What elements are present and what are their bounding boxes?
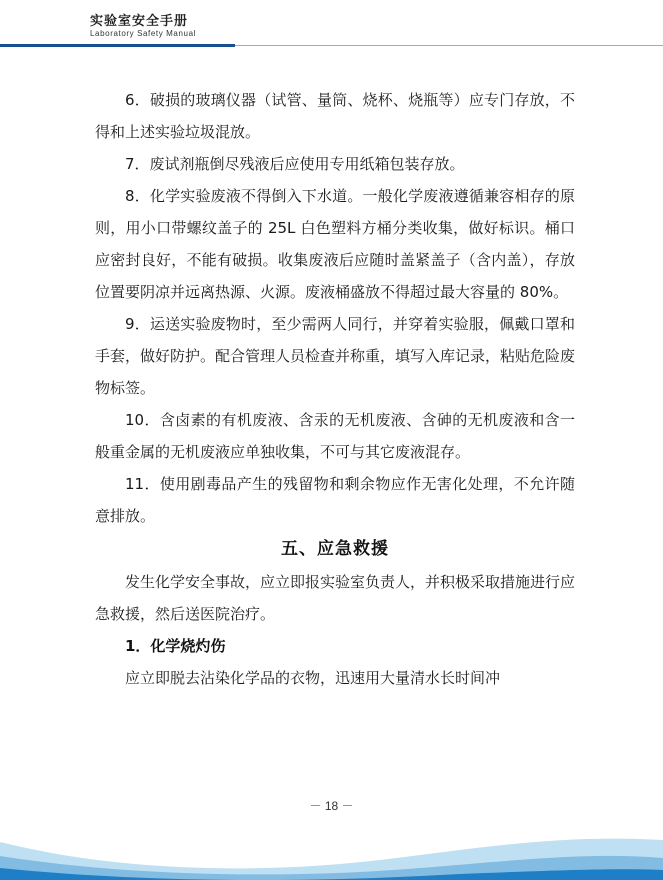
list-item-11: 11．使用剧毒品产生的残留物和剩余物应作无害化处理，不允许随意排放。	[95, 475, 575, 525]
list-item-7: 7．废试剂瓶倒尽残液后应使用专用纸箱包装存放。	[125, 155, 465, 173]
list-item-10: 10．含卤素的有机废液、含汞的无机废液、含砷的无机废液和含一般重金属的无机废液应单独收集，不可与其它废液混存。	[95, 411, 575, 461]
footer-wave-decoration	[0, 812, 663, 880]
header-rule-light	[235, 45, 663, 46]
subsection-text: 应立即脱去沾染化学品的衣物，迅速用大量清水长时间冲	[125, 669, 501, 687]
list-item-8: 8．化学实验废液不得倒入下水道。一般化学废液遵循兼容相存的原则，用小口带螺纹盖子的 25L 白色塑料方桶分类收集，做好标识。桶口应密封良好，不能有破损。收集废液后应随时盖紧盖子（含内盖），存放位置要阴凉并远离热源、火源。废液桶盛放不得超过最大容量的 80%。	[95, 187, 575, 301]
subsection-heading-chemical-burns: 1．化学烧灼伤	[125, 637, 226, 655]
page-content	[95, 84, 575, 694]
page-header	[0, 0, 663, 60]
manual-title: 实验室安全手册	[90, 14, 189, 29]
section-heading-emergency: 五、应急救援	[281, 539, 389, 559]
section-intro: 发生化学安全事故，应立即报实验室负责人，并积极采取措施进行应急救援，然后送医院治疗。	[95, 573, 576, 623]
manual-subtitle: Laboratory Safety Manual	[90, 29, 197, 38]
list-item-6: 6．破损的玻璃仪器（试管、量筒、烧杯、烧瓶等）应专门存放，不得和上述实验垃圾混放。	[95, 91, 575, 141]
header-rule-dark	[0, 44, 235, 47]
list-item-9: 9．运送实验废物时，至少需两人同行，并穿着实验服，佩戴口罩和手套，做好防护。配合管理人员检查并称重，填写入库记录，粘贴危险废物标签。	[95, 315, 576, 397]
page-number: － 18 －	[309, 799, 354, 813]
